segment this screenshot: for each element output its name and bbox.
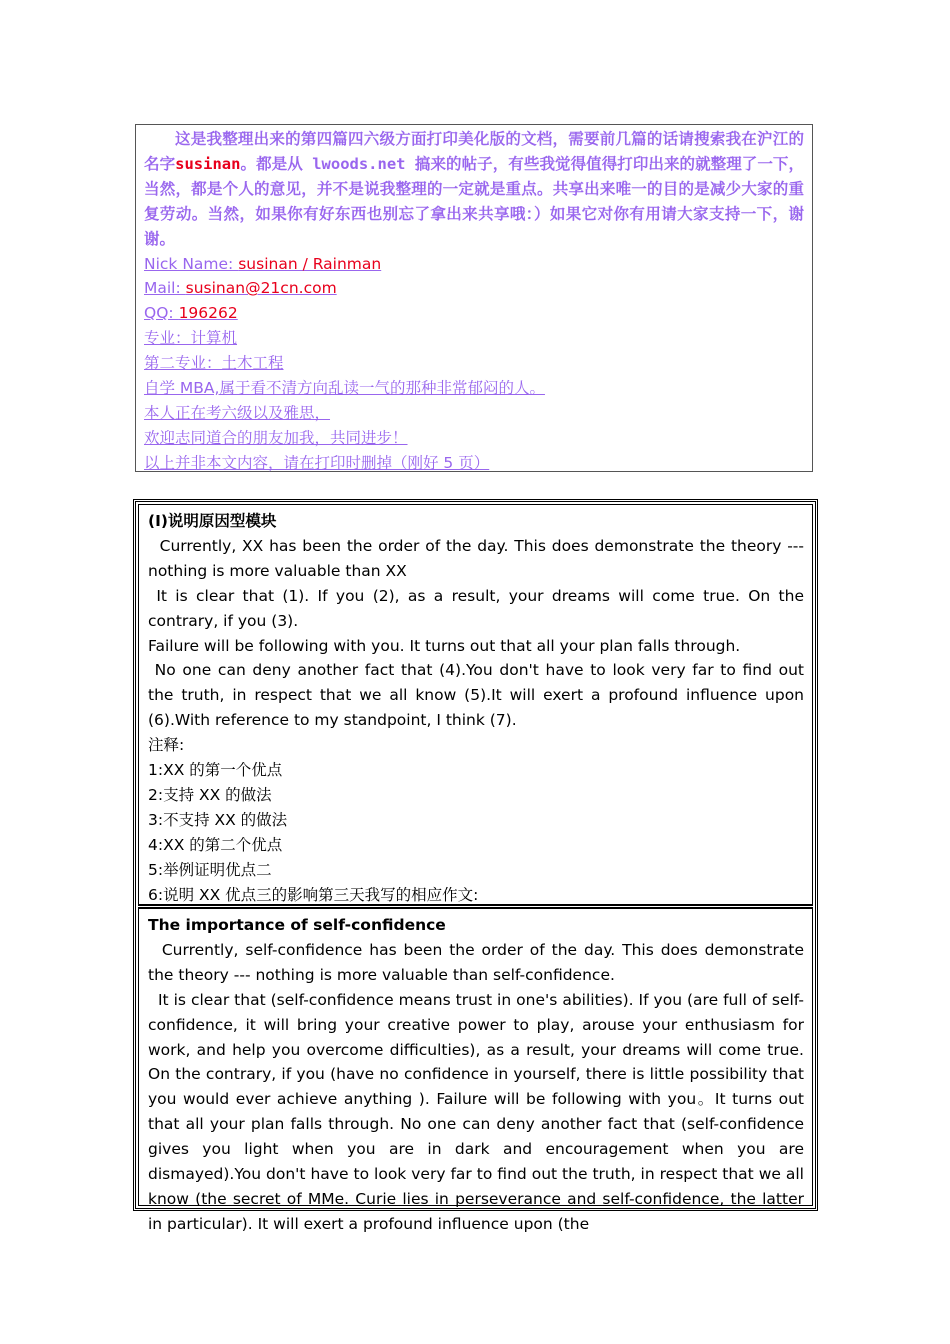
- essay-cell: [138, 908, 813, 1233]
- qq-value[interactable]: 196262: [178, 304, 238, 323]
- section1-paragraph: No one can deny another fact that (4).You don't have to look very far to find out the truth, in respect that we all know (5).It will exert a profound influence upon (6).With reference to my standpoint, I think (7).: [148, 661, 809, 730]
- intro-line-exam: 本人正在考六级以及雅思，: [144, 403, 331, 422]
- mail-line: Mail: susinan@21cn.com: [144, 279, 337, 298]
- nick-name-line: Nick Name: susinan / Rainman: [144, 254, 382, 273]
- notes-label: 注释:: [148, 736, 185, 755]
- content-table: [133, 499, 818, 1233]
- essay-paragraph: It is clear that (self-confidence means trust in one's abilities). If you (are full of self-confidence, it will bring your creative power to play, arouse your enthusiasm for work, and help you overcome difficulties), as a result, your dreams will come true. On the contrary, if you (have no confidence in yourself, there is little possibility that you would ever achieve anything ). Failure will be following with you。It turns out that all your plan falls through. No one can deny another fact that (self-confidence gives you light when you are in dark and encouragement when you are dismayed).You don't have to look very far to find out the truth, in respect that we all know (the secret of MMe. Curie lies in perseverance and self-confidence, the latter in particular). It will exert a profound influence upon (the: [148, 990, 809, 1233]
- intro-box: [135, 124, 813, 472]
- section1-paragraph: It is clear that (1). If you (2), as a result, your dreams will come true. On the contrary, if you (3).: [148, 586, 809, 630]
- intro-text-end: 搞来的帖子，有些我觉得值得打印出来的就整理了一下，当然，都是个人的意见，并不是说我整理的一定就是重点。共享出来唯一的目的是减少大家的重复劳动。当然，如果你有好东西也别忘了拿出来共享哦：）如果它对你有用请大家支持一下，谢谢。: [144, 154, 804, 248]
- essay-title: The importance of self-confidence: [148, 916, 446, 934]
- section1-paragraph: Failure will be following with you. It turns out that all your plan falls through.: [148, 636, 741, 655]
- intro-line-note: 以上并非本文内容，请在打印时删掉（刚好 5 页）: [144, 453, 490, 472]
- author-name: susinan: [175, 154, 241, 173]
- template-cell: [138, 504, 813, 905]
- note-item: 2:支持 XX 的做法: [148, 785, 272, 804]
- note-item: 6:说明 XX 优点三的影响第三天我写的相应作文:: [148, 885, 479, 904]
- intro-line-mba: 自学 MBA,属于看不清方向乱读一气的那种非常郁闷的人。: [144, 379, 545, 398]
- intro-line-welcome: 欢迎志同道合的朋友加我，共同进步！: [144, 428, 408, 447]
- site-name: lwoods.net: [302, 154, 415, 173]
- note-item: 4:XX 的第二个优点: [148, 835, 283, 854]
- essay-paragraph: Currently, self-confidence has been the order of the day. This does demonstrate the theory --- nothing is more valuable than self-confidence.: [148, 940, 809, 984]
- nick-name-value[interactable]: susinan / Rainman: [238, 254, 382, 273]
- intro-text-mid: 。都是从: [240, 154, 303, 173]
- section1-paragraph: Currently, XX has been the order of the day. This does demonstrate the theory --- nothing is more valuable than XX: [148, 536, 809, 580]
- qq-line: QQ: 196262: [144, 304, 238, 323]
- note-item: 1:XX 的第一个优点: [148, 761, 283, 780]
- section1-heading: (I)说明原因型模块: [148, 512, 277, 530]
- mail-link[interactable]: susinan@21cn.com: [185, 279, 337, 298]
- intro-line-major: 专业：计算机: [144, 329, 238, 348]
- note-item: 5:举例证明优点二: [148, 860, 272, 879]
- intro-line-second-major: 第二专业：土木工程: [144, 354, 284, 373]
- note-item: 3:不支持 XX 的做法: [148, 810, 288, 829]
- intro-text-start: 这是我整理出来的第四篇四六级方面打印美化版的文档，需要前几篇的话请搜索我在沪江的名字: [144, 130, 804, 173]
- intro-paragraph: [144, 127, 804, 252]
